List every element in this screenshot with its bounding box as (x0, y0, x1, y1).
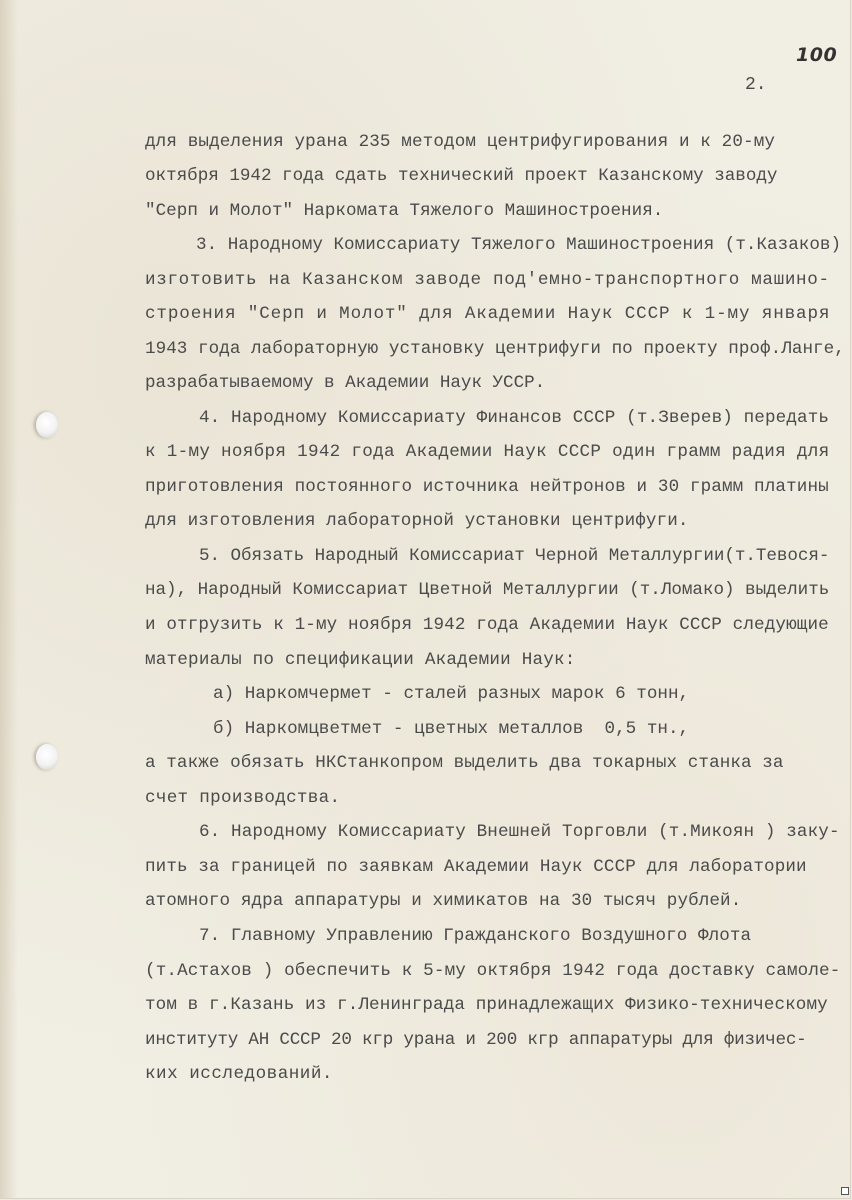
text-line: 3. Народному Комиссариату Тяжелого Машиностроения (т.Казаков) (196, 235, 842, 255)
text-line: изготовить на Казанском заводе под'емно-транспортного машино- (145, 270, 830, 290)
text-line: разрабатываемому в Академии Наук УССР. (145, 373, 546, 393)
text-line: счет производства. (145, 788, 341, 808)
text-line: б) Наркомцветмет - цветных металлов 0,5 тн., (213, 719, 690, 739)
text-line: 6. Народному Комиссариату Внешней Торговли (т.Микоян ) заку- (199, 822, 840, 842)
text-line: атомного ядра аппаратуры и химикатов на 30 тысяч рублей. (145, 891, 742, 911)
text-line: строения "Серп и Молот" для Академии Наук СССР к 1-му января (145, 304, 831, 324)
text-line: том в г.Казань из г.Ленинграда принадлежащих Физико-техническому (145, 995, 828, 1015)
punch-hole (36, 744, 58, 770)
text-line: 5. Обязать Народный Комиссариат Черной Металлургии(т.Тевося- (199, 546, 830, 566)
text-line: октября 1942 года сдать технический проект Казанскому заводу (145, 166, 778, 186)
text-line: 4. Народному Комиссариату Финансов СССР (т.Зверев) передать (199, 408, 830, 428)
text-line: пить за границей по заявкам Академии Наук СССР для лаборатории (145, 857, 807, 877)
text-line: а) Наркомчермет - сталей разных марок 6 тонн, (213, 684, 690, 704)
text-line: "Серп и Молот" Наркомата Тяжелого Машиностроения. (145, 201, 664, 221)
text-line: к 1-му ноября 1942 года Академии Наук СССР один грамм радия для (145, 442, 830, 462)
text-line: (т.Астахов ) обеспечить к 5-му октября 1942 года доставку самоле- (145, 961, 841, 981)
text-line: материалы по спецификации Академии Наук: (145, 650, 576, 670)
text-line: на), Народный Комиссариат Цветной Металлургии (т.Ломако) выделить (145, 580, 830, 600)
folio-number: 100 (796, 44, 838, 66)
text-line: 1943 года лабораторную установку центрифуги по проекту проф.Ланге, (145, 339, 845, 359)
text-line: для изготовления лабораторной установки центрифуги. (145, 511, 689, 531)
page-edge-shadow (0, 0, 18, 1198)
text-line: приготовления постоянного источника нейтронов и 30 грамм платины (145, 477, 829, 497)
scan-corner-mark (841, 1187, 849, 1195)
text-line: для выделения урана 235 методом центрифугирования и к 20-му (145, 132, 776, 152)
text-line: ких исследований. (145, 1064, 333, 1084)
text-line: институту АН СССР 20 кгр урана и 200 кгр аппаратуры для физичес- (145, 1030, 807, 1050)
text-line: 7. Главному Управлению Гражданского Воздушного Флота (199, 926, 752, 946)
text-line: и отгрузить к 1-му ноября 1942 года Академии Наук СССР следующие (145, 615, 829, 635)
text-line: а также обязать НКСтанкопром выделить два токарных станка за (145, 753, 784, 773)
page-number: 2. (745, 75, 767, 95)
punch-hole (36, 412, 58, 438)
